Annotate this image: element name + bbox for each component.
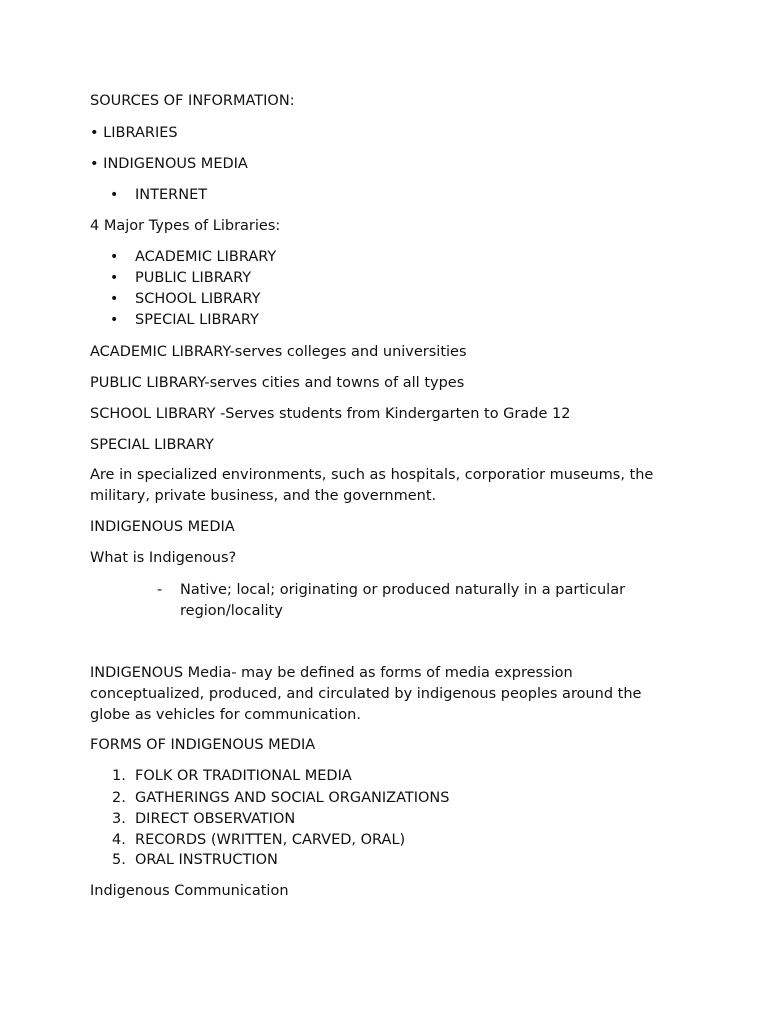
forms-item: ORAL INSTRUCTION — [135, 852, 278, 868]
list-number: 2. — [112, 790, 126, 806]
library-type-item: SPECIAL LIBRARY — [135, 312, 259, 328]
bullet-icon: • — [110, 312, 119, 328]
text-line: Are in specialized environments, such as hospitals, corporatior museums, the — [90, 467, 654, 483]
forms-item: RECORDS (WRITTEN, CARVED, ORAL) — [135, 832, 406, 848]
library-type-item: SCHOOL LIBRARY — [135, 291, 261, 307]
list-number: 4. — [112, 832, 126, 848]
indigenous-communication-heading: Indigenous Communication — [90, 883, 289, 899]
list-number: 5. — [112, 852, 126, 868]
sources-item-indigenous-media: • INDIGENOUS MEDIA — [90, 156, 248, 172]
dash-marker: - — [157, 582, 163, 598]
forms-heading: FORMS OF INDIGENOUS MEDIA — [90, 737, 316, 753]
forms-item: FOLK OR TRADITIONAL MEDIA — [135, 768, 352, 784]
text-line: Native; local; originating or produced naturally in a particular — [180, 582, 626, 598]
text-line: conceptualized, produced, and circulated by indigenous peoples around the — [90, 686, 642, 702]
indigenous-media-heading: INDIGENOUS MEDIA — [90, 519, 235, 535]
indigenous-answer — [180, 580, 700, 622]
sources-heading: SOURCES OF INFORMATION: — [90, 93, 295, 109]
forms-item: GATHERINGS AND SOCIAL ORGANIZATIONS — [135, 790, 450, 806]
text-line: region/locality — [180, 603, 283, 619]
forms-item: DIRECT OBSERVATION — [135, 811, 296, 827]
special-library-heading: SPECIAL LIBRARY — [90, 437, 214, 453]
text-line: military, private business, and the government. — [90, 488, 437, 504]
list-number: 3. — [112, 811, 126, 827]
text-line: INDIGENOUS Media- may be defined as forms of media expression — [90, 665, 573, 681]
academic-library-definition: ACADEMIC LIBRARY-serves colleges and universities — [90, 344, 467, 360]
indigenous-question: What is Indigenous? — [90, 550, 237, 566]
sources-item-internet: INTERNET — [135, 187, 208, 203]
bullet-icon: • — [110, 270, 119, 286]
bullet-icon: • — [110, 187, 119, 203]
special-library-description — [90, 465, 690, 507]
library-type-item: PUBLIC LIBRARY — [135, 270, 252, 286]
library-type-item: ACADEMIC LIBRARY — [135, 249, 277, 265]
bullet-icon: • — [110, 249, 119, 265]
public-library-definition: PUBLIC LIBRARY-serves cities and towns of all types — [90, 375, 465, 391]
sources-item-libraries: • LIBRARIES — [90, 125, 178, 141]
list-number: 1. — [112, 768, 126, 784]
school-library-definition: SCHOOL LIBRARY -Serves students from Kindergarten to Grade 12 — [90, 406, 571, 422]
library-types-heading: 4 Major Types of Libraries: — [90, 218, 281, 234]
text-line: globe as vehicles for communication. — [90, 707, 361, 723]
indigenous-media-definition — [90, 663, 690, 726]
bullet-icon: • — [110, 291, 119, 307]
